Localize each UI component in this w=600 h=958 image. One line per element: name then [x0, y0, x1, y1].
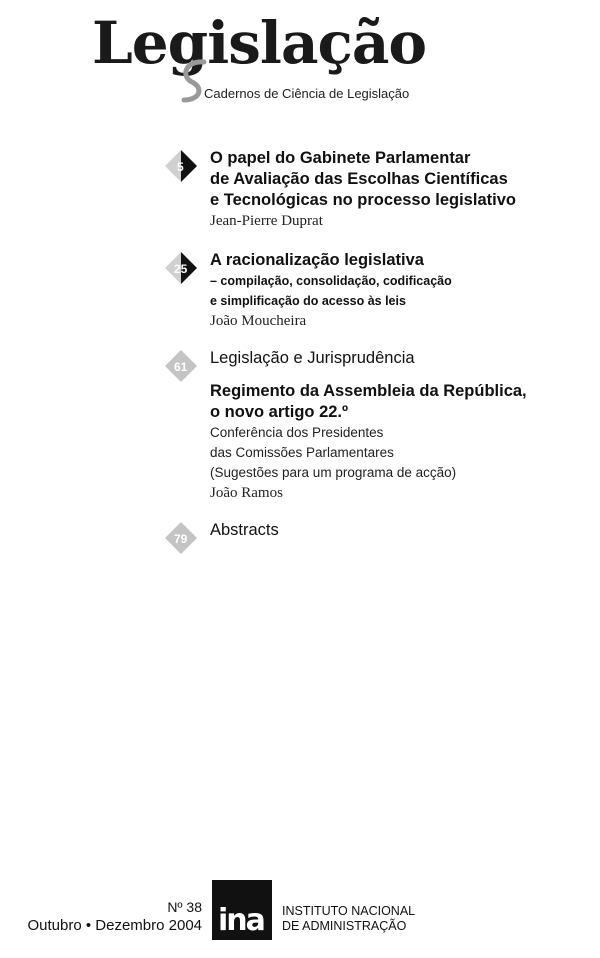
article-entry-2[interactable]: [163, 250, 583, 331]
article-subtitle-line: e simplificação do acesso às leis: [210, 294, 406, 308]
page-marker-diamond-icon: [163, 520, 199, 556]
masthead: [92, 9, 427, 101]
article-subtitle-line: – compilação, consolidação, codificação: [210, 274, 452, 288]
article-body-line: (Sugestões para um programa de acção): [210, 465, 457, 480]
article-title-line: O papel do Gabinete Parlamentar: [210, 149, 471, 167]
article-title-line: e Tecnológicas no processo legislativo: [210, 191, 516, 209]
page-number-label: 79: [174, 532, 188, 546]
page-number-label: 25: [174, 262, 188, 276]
article-title: A racionalização legislativa: [210, 251, 424, 269]
masthead-title: Legislação: [92, 9, 427, 77]
abstracts-section[interactable]: [163, 520, 583, 546]
section-title: Abstracts: [210, 521, 279, 539]
publisher-name: [282, 904, 415, 934]
page-marker-diamond-icon: [163, 148, 199, 184]
page-number-label: 61: [174, 360, 188, 374]
publisher-name-line: DE ADMINISTRAÇÃO: [282, 919, 407, 933]
issue-info: [27, 898, 202, 936]
section-title: Legislação e Jurisprudência: [210, 349, 415, 367]
article-author: Jean-Pierre Duprat: [210, 213, 323, 229]
page-marker-diamond-icon: [163, 348, 199, 384]
issue-date: Outubro • Dezembro 2004: [27, 917, 202, 934]
article-author: João Moucheira: [210, 313, 307, 329]
ina-logo: [212, 880, 272, 940]
article-author: João Ramos: [210, 485, 283, 501]
logo-text: ina: [218, 903, 264, 938]
page-marker-diamond-icon: [163, 250, 199, 286]
article-body-line: das Comissões Parlamentares: [210, 445, 394, 460]
masthead-subtitle: Cadernos de Ciência de Legislação: [204, 86, 410, 101]
article-entry-1[interactable]: [163, 148, 583, 231]
article-title-line: de Avaliação das Escolhas Científicas: [210, 170, 508, 188]
page-number-label: 5: [177, 160, 184, 174]
article-title-line: o novo artigo 22.º: [210, 403, 349, 421]
article-title-line: Regimento da Assembleia da República,: [210, 382, 527, 400]
article-body-line: Conferência dos Presidentes: [210, 425, 384, 440]
issue-number: Nº 38: [167, 899, 202, 915]
publisher-name-line: INSTITUTO NACIONAL: [282, 904, 416, 918]
jurisprudence-section[interactable]: [163, 348, 583, 503]
